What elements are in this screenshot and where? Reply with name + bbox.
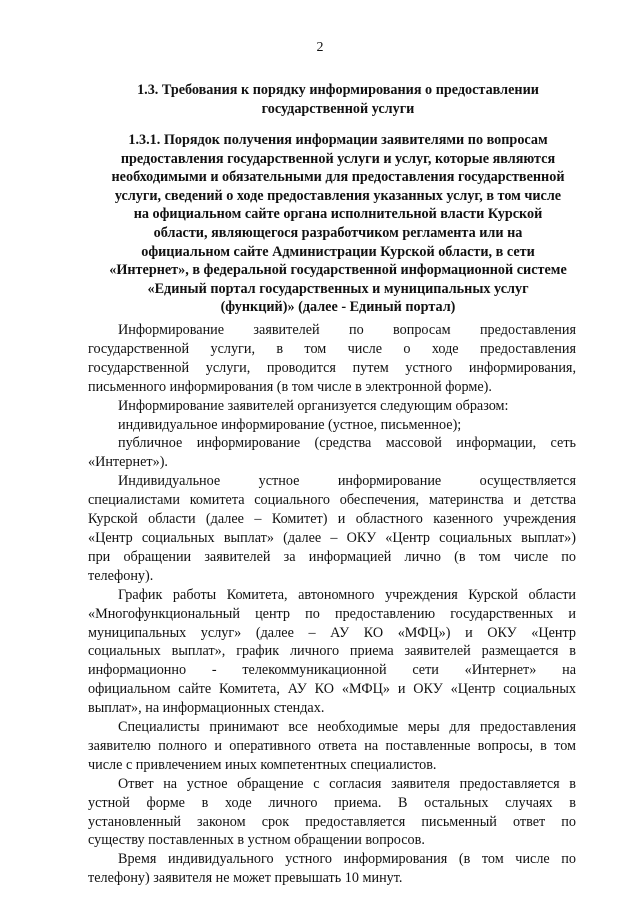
paragraph: [88, 718, 576, 775]
subsection-heading-line: (функций)» (далее - Единый портал): [220, 299, 456, 316]
paragraph-line: «Интернет»).: [88, 454, 168, 471]
paragraph-line: Информирование заявителей по вопросам предоставления: [118, 322, 576, 338]
subsection-heading-line: «Интернет», в федеральной государственной информационной системе: [109, 262, 567, 279]
paragraph-line: «Многофункциональный центр по предоставлению государственных и: [88, 605, 576, 622]
subsection-heading-line: предоставления государственной услуги и услуг, которые являются: [120, 150, 556, 167]
paragraph-line: при обращении заявителей за информацией лично (в том числе по: [88, 548, 576, 565]
paragraph-line: государственной услуги, в том числе о ходе предоставления: [88, 340, 576, 357]
subsection-heading-line: области, являющегося разработчиком регламента или на: [153, 224, 523, 241]
paragraph-line: установленный законом срок предоставляется письменный ответ по: [88, 813, 576, 830]
paragraph-line: официальном сайте Комитета, АУ КО «МФЦ» и ОКУ «Центр социальных: [88, 681, 576, 698]
subsection-heading-line: необходимыми и обязательными для предоставления государственной: [111, 169, 565, 186]
subsection-heading-line: официальном сайте Администрации Курской области, в сети: [141, 243, 535, 260]
paragraph: [88, 775, 576, 851]
paragraph-line: письменного информирования (в том числе в электронной форме).: [88, 378, 492, 395]
subsection-heading-line: «Единый портал государственных и муниципальных услуг: [147, 280, 529, 297]
paragraph-line: «Центр социальных выплат» (далее – ОКУ «Центр социальных выплат»): [88, 529, 576, 546]
paragraph: [88, 416, 576, 435]
subsection-heading-line: 1.3.1. Порядок получения информации заявителями по вопросам: [128, 132, 548, 148]
paragraph-line: Время индивидуального устного информирования (в том числе по: [118, 851, 576, 868]
paragraph-line: устной форме в ходе личного приема. В остальных случаях в: [88, 794, 576, 811]
subsection-heading-line: на официальном сайте органа исполнительной власти Курской: [133, 206, 543, 223]
paragraph-line: государственной услуги, проводится путем устного информирования,: [88, 359, 576, 376]
paragraph-line: График работы Комитета, автономного учреждения Курской области: [118, 586, 576, 603]
paragraph: [88, 472, 576, 585]
paragraph-line: специалистами комитета социального обеспечения, материнства и детства: [88, 492, 576, 509]
paragraph-line: Специалисты принимают все необходимые меры для предоставления: [118, 719, 576, 736]
paragraph: [88, 397, 576, 416]
paragraph: [88, 321, 576, 397]
paragraph-line: публичное информирование (средства массовой информации, сеть: [118, 435, 576, 452]
paragraph-line: Информирование заявителей организуется следующим образом:: [118, 397, 509, 414]
paragraph: [88, 586, 576, 718]
paragraph-line: Индивидуальное устное информирование осуществляется: [118, 473, 576, 490]
paragraph: [88, 434, 576, 472]
paragraph-line: информационно - телекоммуникационной сети «Интернет» на: [88, 662, 576, 679]
paragraph-line: муниципальных услуг» (далее – АУ КО «МФЦ») и ОКУ «Центр: [88, 624, 576, 641]
paragraph-line: Курской области (далее – Комитет) и областного казенного учреждения: [88, 511, 576, 528]
page-number: 2: [316, 40, 324, 55]
subsection-heading-line: услуги, сведений о ходе предоставления указанных услуг, в том числе: [114, 187, 562, 204]
subsection-heading: [100, 131, 576, 317]
section-heading: 1.3. Требования к порядку информирования о предоставлении государственной услуги: [137, 82, 539, 117]
paragraph-line: существу поставленных в устном обращении вопросов.: [88, 832, 425, 849]
paragraph: [88, 850, 576, 888]
paragraph-line: Ответ на устное обращение с согласия заявителя предоставляется в: [118, 775, 576, 792]
paragraph-line: выплат», на информационных стендах.: [88, 700, 325, 717]
paragraph-line: социальных выплат», график личного приема заявителей размещается в: [88, 643, 576, 660]
paragraph-line: индивидуальное информирование (устное, письменное);: [118, 416, 462, 433]
paragraph-line: числе с привлечением иных компетентных специалистов.: [88, 756, 437, 773]
paragraph-line: телефону).: [88, 567, 154, 584]
paragraph-line: телефону) заявителя не может превышать 10 минут.: [88, 870, 403, 887]
body-text: [88, 321, 576, 888]
paragraph-line: заявителю полного и оперативного ответа на поставленные вопросы, в том: [88, 737, 576, 754]
